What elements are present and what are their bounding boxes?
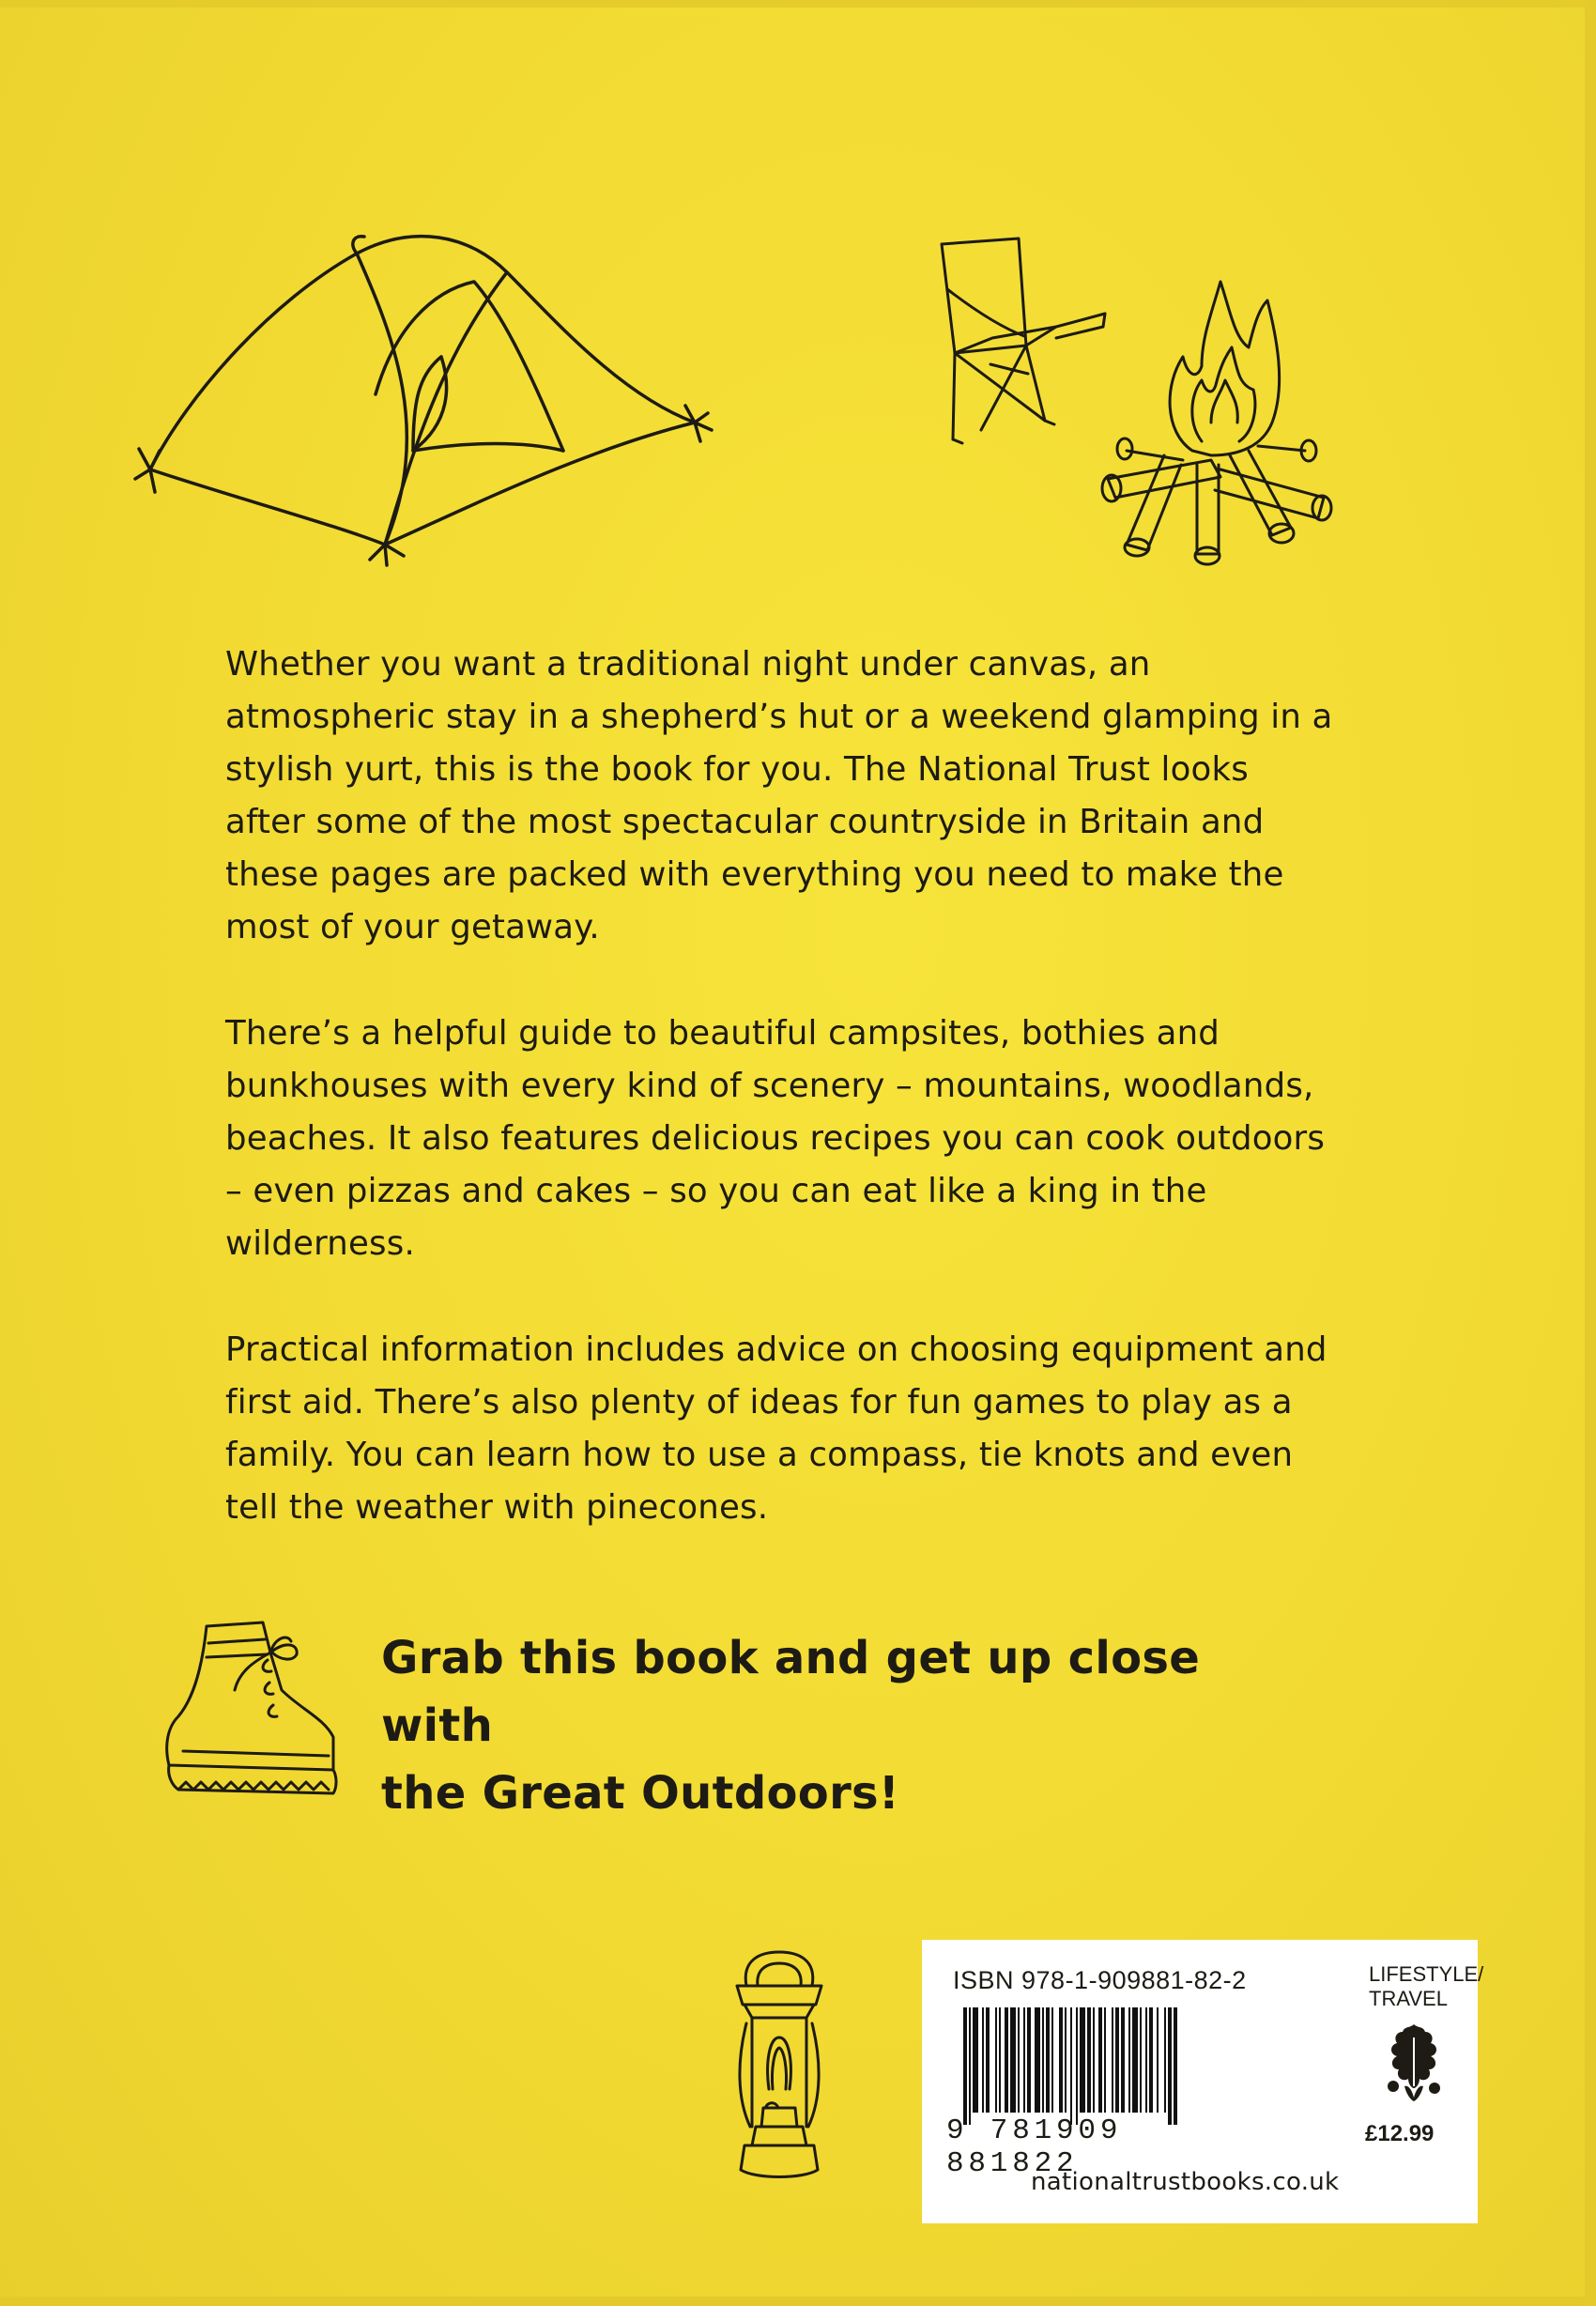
blurb-paragraph-1-text: Whether you want a traditional night under canvas, an atmospheric stay in a shepherd’s hut or a weekend glamping in a stylish yurt, this is the book for you. The National Trust looks after some of the most spectacular countryside in Britain and these pages are packed with everything you need to make the most of your getaway.	[225, 645, 1333, 946]
camping-lantern-icon	[718, 1948, 840, 2183]
barcode-bar	[1076, 2007, 1078, 2125]
barcode-bar	[1027, 2007, 1031, 2113]
category-line-1: LIFESTYLE/	[1369, 1962, 1484, 1986]
barcode-bar	[1112, 2007, 1113, 2113]
barcode-bar	[1093, 2007, 1095, 2113]
barcode-bar	[963, 2007, 967, 2125]
blurb-paragraph-3-text: Practical information includes advice on choosing equipment and first aid. There’s also plenty of ideas for fun games to play as a family. You can learn how to use a compass, tie knots and even tell the weather with pinecones.	[225, 1330, 1327, 1527]
barcode-digits: 9 781909 881822	[946, 2114, 1123, 2180]
barcode-bar	[1059, 2007, 1063, 2113]
barcode-bar	[1157, 2007, 1159, 2113]
category-line-2: TRAVEL	[1369, 1987, 1448, 2010]
tagline	[381, 1624, 1320, 1827]
barcode-bar	[1046, 2007, 1050, 2113]
tent-icon	[131, 216, 732, 573]
website-url: nationaltrustbooks.co.uk	[1031, 2168, 1340, 2196]
barcode-bar	[1121, 2007, 1125, 2113]
barcode-bar	[1115, 2007, 1119, 2113]
barcode-bar	[999, 2007, 1001, 2113]
barcode-bar	[1018, 2007, 1020, 2113]
barcode-bars	[963, 2007, 1245, 2129]
hiking-boot-icon	[150, 1615, 347, 1803]
barcode-bar	[1168, 2007, 1172, 2125]
barcode-bar	[1145, 2007, 1147, 2113]
barcode-bar	[1023, 2007, 1025, 2113]
barcode-bar	[1174, 2007, 1177, 2125]
barcode-bar	[1104, 2007, 1106, 2113]
barcode-panel	[922, 1940, 1484, 2223]
barcode-bar	[982, 2007, 984, 2113]
barcode-bar	[1042, 2007, 1044, 2113]
campfire-icon	[1070, 272, 1352, 573]
barcode-bar	[1070, 2007, 1072, 2125]
barcode-bar	[1010, 2007, 1016, 2113]
barcode-bar	[986, 2007, 990, 2113]
barcode-bar	[995, 2007, 997, 2113]
barcode-bar	[1132, 2007, 1138, 2113]
cover-right-edge	[1585, 0, 1596, 2306]
barcode-bar	[1080, 2007, 1085, 2113]
barcode-bar	[1051, 2007, 1053, 2113]
blurb-paragraph-3	[225, 1324, 1333, 1534]
barcode-bar	[1164, 2007, 1166, 2113]
cover-bottom-edge	[0, 2297, 1596, 2306]
price-label: £12.99	[1365, 2121, 1435, 2146]
barcode-bar	[1128, 2007, 1130, 2113]
barcode-bar	[1065, 2007, 1067, 2113]
barcode-bar	[1098, 2007, 1102, 2113]
barcode-bar	[1149, 2007, 1153, 2113]
blurb-paragraph-1	[225, 638, 1333, 954]
barcode-bar	[969, 2007, 971, 2125]
blurb-paragraph-2-text: There’s a helpful guide to beautiful campsites, bothies and bunkhouses with every kind of scenery – mountains, woodlands, beaches. It also features delicious recipes you can cook outdoors – even pizzas and cakes – so you can eat like a king in the wilderness.	[225, 1014, 1326, 1263]
isbn-label: ISBN 978-1-909881-82-2	[953, 1966, 1247, 1994]
tagline-line-1: Grab this book and get up close with	[381, 1632, 1201, 1752]
tagline-line-2: the Great Outdoors!	[381, 1767, 900, 1820]
barcode-bar	[1140, 2007, 1142, 2113]
barcode-bar	[1005, 2007, 1008, 2113]
cover-top-edge	[0, 0, 1596, 8]
blurb-paragraph-2	[225, 1007, 1333, 1270]
barcode-bar	[1087, 2007, 1091, 2113]
category-label	[1369, 1962, 1484, 2011]
barcode-bar	[1035, 2007, 1040, 2113]
oak-leaf-logo-icon	[1376, 2019, 1451, 2107]
barcode-bar	[973, 2007, 978, 2113]
